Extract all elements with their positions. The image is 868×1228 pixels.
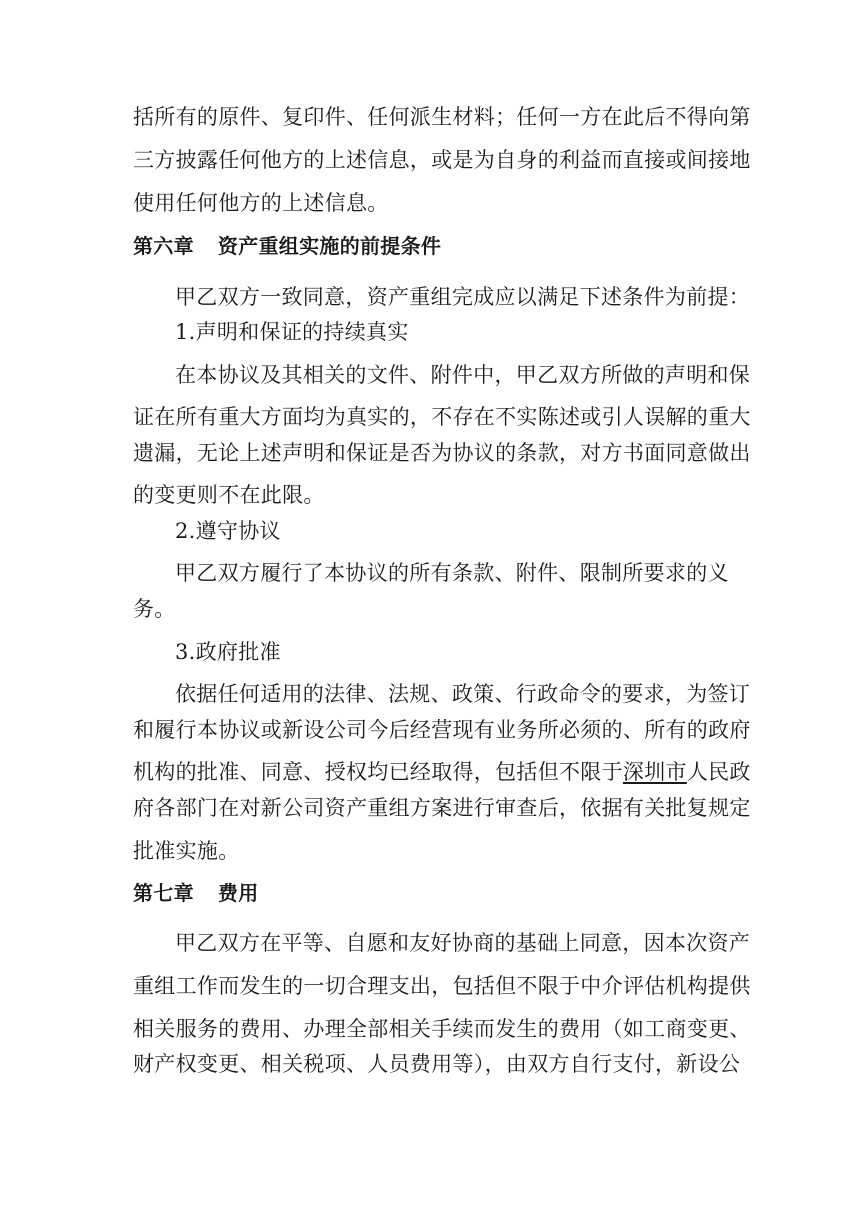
paragraph-line: 相关服务的费用、办理全部相关手续而发生的费用（如工商变更、: [133, 1017, 751, 1041]
paragraph-line: 和履行本协议或新设公司今后经营现有业务所必须的、所有的政府: [133, 718, 751, 742]
chapter-heading-6: [133, 232, 868, 260]
clause-title: 3.政府批准: [175, 640, 281, 664]
paragraph-line: 重组工作而发生的一切合理支出，包括但不限于中介评估机构提供: [133, 974, 751, 998]
paragraph-line: 批准实施。: [133, 839, 240, 863]
chapter-title: 资产重组实施的前提条件: [217, 234, 442, 258]
paragraph-line: 的变更则不在此限。: [133, 483, 325, 507]
paragraph-line: 使用任何他方的上述信息。: [133, 191, 389, 215]
paragraph-line: [133, 758, 868, 786]
paragraph-line: 在本协议及其相关的文件、附件中，甲乙双方所做的声明和保: [175, 363, 751, 387]
paragraph-line: 财产权变更、相关税项、人员费用等），由双方自行支付，新设公: [133, 1052, 741, 1076]
paragraph-line: 遗漏，无论上述声明和保证是否为协议的条款，对方书面同意做出: [133, 441, 751, 465]
chapter-heading-7: [133, 879, 868, 907]
paragraph-line: 甲乙双方履行了本协议的所有条款、附件、限制所要求的义: [175, 561, 729, 585]
place-name-underlined: 深圳市: [622, 760, 687, 784]
paragraph-line: 府各部门在对新公司资产重组方案进行审查后，依据有关批复规定: [133, 796, 751, 820]
paragraph-line: 三方披露任何他方的上述信息，或是为自身的利益而直接或间接地: [133, 148, 751, 172]
clause-title: 1.声明和保证的持续真实: [175, 320, 409, 344]
paragraph-line: 甲乙双方一致同意，资产重组完成应以满足下述条件为前提：: [175, 285, 751, 309]
paragraph-line: 甲乙双方在平等、自愿和友好协商的基础上同意，因本次资产: [175, 931, 751, 955]
text-segment: 机构的批准、同意、授权均已经取得，包括但不限于: [133, 760, 623, 784]
paragraph-line: 证在所有重大方面均为真实的，不存在不实陈述或引人误解的重大: [133, 405, 751, 429]
chapter-number: 第七章: [133, 881, 194, 905]
chapter-title: 费用: [217, 881, 259, 905]
paragraph-line: 括所有的原件、复印件、任何派生材料；任何一方在此后不得向第: [133, 105, 751, 129]
text-segment: 人民政: [686, 760, 751, 784]
chapter-number: 第六章: [133, 234, 194, 258]
clause-title: 2.遵守协议: [175, 519, 281, 543]
paragraph-line: 务。: [133, 597, 176, 621]
paragraph-line: 依据任何适用的法律、法规、政策、行政命令的要求，为签订: [175, 682, 751, 706]
